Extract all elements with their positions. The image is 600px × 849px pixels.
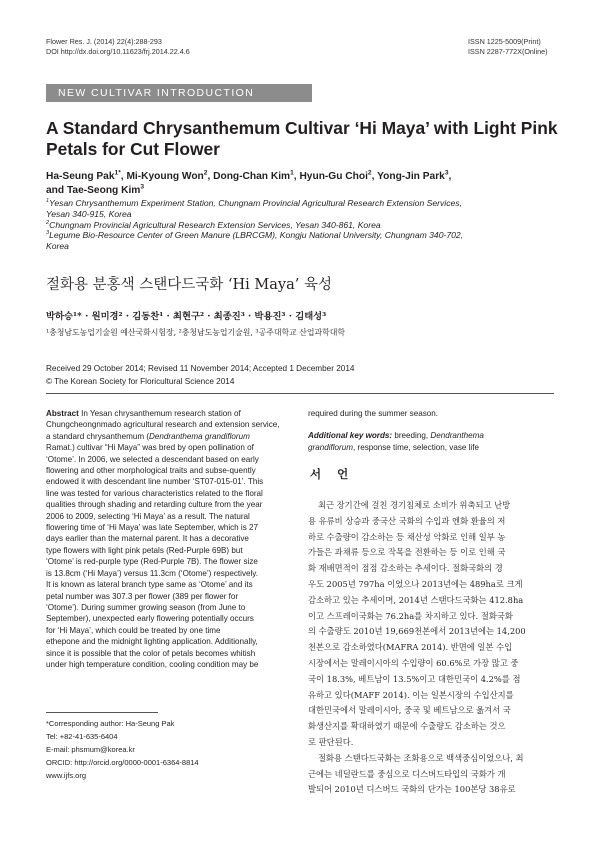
abstract-line: flowering and other morphological traits and subse-quently — [46, 466, 256, 476]
section-banner: NEW CULTIVAR INTRODUCTION — [46, 84, 312, 102]
divider — [46, 393, 554, 394]
species-name: Dendranthema grandiflorum — [149, 431, 250, 441]
abstract-line: qualities through shading and retarding culture from the year — [46, 500, 263, 510]
affiliation-2: Chungnam Provincial Agricultural Research Extension Services, Yesan 340-861, Korea — [49, 219, 381, 230]
korean-affiliations: ¹충청남도농업기술원 예산국화시험장, ²충청남도농업기술원, ³공주대학교 산업과학대학 — [46, 328, 345, 337]
intro-line: 하로 수출량이 감소하는 등 채산성 악화로 인해 일부 농 — [308, 531, 506, 542]
author-name: and Tae-Seong Kim — [46, 184, 141, 196]
received-dates: Received 29 October 2014; Revised 11 November 2014; Accepted 1 December 2014 — [46, 364, 355, 373]
korean-title: 절화용 분홍색 스탠다드국화 ‘Hi Maya’ 육성 — [46, 277, 332, 293]
introduction-heading: 서 언 — [310, 467, 355, 481]
footnote-divider — [46, 712, 158, 713]
species-name: grandiflorum — [308, 442, 353, 452]
intro-line: 국이 18.3%, 베트남이 13.5%이고 대한민국이 4.2%를 점 — [308, 673, 521, 684]
abstract-label: Abstract — [46, 409, 79, 418]
author-name: , Dong-Chan Kim — [207, 171, 291, 182]
article-dates — [46, 362, 354, 388]
footnote — [46, 717, 199, 782]
abstract-line: is 13.8cm (‘Hi Maya’) versus 11.3cm (‘Otome’) respectively. — [46, 568, 258, 578]
abstract-line: endowed it with descendant line number ‘ST07-015-01’. This — [46, 477, 264, 487]
corresponding-author: *Corresponding author: Ha-Seung Pak — [46, 719, 175, 728]
abstract-line: Ramat.) cultivar “Hi Maya” was bred by open pollination of — [46, 443, 254, 453]
title-line-1: A Standard Chrysanthemum Cultivar ‘Hi Maya’ with Light Pink — [46, 118, 558, 138]
intro-line: 천본으로 감소하였다(MAFRA 2014). 반면에 일본 수입 — [308, 642, 513, 653]
abstract-line: ethepone and the midnight lighting application. Additionally, — [46, 637, 258, 647]
abstract-line: Chungcheongnmado agricultural research and extension service, — [46, 420, 280, 430]
doi-link[interactable]: DOI http://dx.doi.org/10.11623/frj.2014.22.4.6 — [46, 47, 190, 56]
author-name: , Hyun-Gu Choi — [293, 171, 368, 182]
intro-line: 감소하고 있는 추세이며, 2014년 스탠다드국화는 412.8ha — [308, 594, 524, 605]
abstract-line: since it is possible that the color of petals becomes whitish — [46, 648, 256, 658]
issn-online: ISSN 2287-772X(Online) — [468, 47, 548, 56]
author-name: , Yong-Jin Park — [371, 171, 445, 182]
abstract-line: for ‘Hi Maya’, which could be treated by one time — [46, 625, 221, 635]
intro-line: 화생산지를 확대하였기 때문에 수출량도 감소하는 것으 — [308, 721, 506, 732]
author-sup: 3 — [140, 183, 145, 191]
abstract-line: a standard chrysanthemum ( — [46, 431, 150, 441]
intro-line: 가들은 과채류 등으로 작목을 전환하는 등 이로 인해 국 — [308, 547, 506, 558]
abstract-line: September), unexpected early flowering potentially occurs — [46, 614, 254, 624]
author-sup: 1* — [114, 169, 121, 177]
keywords-label: Additional key words: — [308, 431, 393, 441]
intro-line: 의 수출량도 2010년 19,669천본에서 2013년에는 14,200 — [308, 626, 526, 637]
affil-sup: 1 — [46, 198, 50, 205]
copyright-notice: © The Korean Society for Floricultural Science 2014 — [46, 377, 235, 386]
author-sup: 1 — [290, 169, 294, 177]
abstract-line: line was tested for various characteristics related to the floral — [46, 488, 263, 498]
journal-website[interactable]: www.ijfs.org — [46, 771, 87, 780]
author-email[interactable]: E-mail: phsmum@korea.kr — [46, 745, 135, 754]
abstract-line: ‘Otome’ is red-purple type (Red-Purple 7B). The flower size — [46, 557, 258, 567]
affiliation-1-cont: Yesan 340-915, Korea — [46, 208, 132, 219]
affiliation-1: Yesan Chrysanthemum Experiment Station, Chungnam Provincial Agricultural Research Extension Services, — [49, 198, 462, 208]
intro-line: 발되어 2010년 디스버드 국화의 단가는 100본당 38유로 — [308, 784, 516, 795]
species-name: Dendranthema — [430, 431, 484, 441]
abstract-line: type flowers with light pink petals (Red-Purple 69B) but — [46, 545, 243, 555]
intro-line: 최근 장기간에 걸친 경기침체로 소비가 위축되고 난방 — [318, 500, 511, 510]
affiliations — [46, 198, 566, 252]
intro-line: 시장에서는 말레이시아의 수입량이 60.6%로 가장 많고 중 — [308, 657, 519, 668]
intro-line: 용 유류비 상승과 중국산 국화의 수입과 엔화 환율의 저 — [308, 515, 506, 526]
abstract-line: ‘Otome’). During summer growing season (from June to — [46, 602, 246, 612]
intro-line: 절화용 스탠다드국화는 조화용으로 백색중심이었으나, 최 — [318, 752, 524, 763]
abstract-cont: required during the summer season. — [308, 409, 439, 418]
intro-line: 유하고 있다(MAFF 2014). 이는 일본시장의 수입산지를 — [308, 689, 514, 700]
abstract-line: petal number was 307.3 per flower (389 per flower for — [46, 591, 239, 601]
affiliation-3-cont: Korea — [46, 241, 69, 252]
introduction-body — [308, 498, 554, 798]
author-sup: 2 — [203, 169, 208, 177]
issn-print: ISSN 1225-5009(Print) — [468, 37, 541, 46]
abstract-line: under high temperature condition, cooling condition may be — [46, 659, 259, 669]
intro-line: 로 판단된다. — [308, 736, 354, 747]
intro-line: 화 재배면적이 점점 감소하는 추세이다. 절화국화의 경 — [308, 563, 503, 574]
abstract-line: It is known as lateral branch type same as ‘Otome’ and its — [46, 580, 253, 590]
keywords: , response time, selection, vase life — [353, 442, 479, 452]
keywords: breeding, — [392, 431, 431, 441]
author-name: , Mi-Kyoung Won — [120, 171, 204, 182]
intro-line: 우도 2005년 797ha 이었으나 2013년에는 489ha로 크게 — [308, 578, 523, 589]
affil-sup: 3 — [46, 230, 50, 237]
korean-authors: 박하승¹* · 원미경² · 김동찬¹ · 최현구² · 최종진³ · 박용진³ · 김태성³ — [46, 311, 327, 322]
affiliation-3: Legume Bio-Resource Center of Green Manure (LBRCGM), Kongju National University, Chungnam 340-702, — [49, 230, 464, 241]
abstract-line: ‘Otome’. In 2006, we selected a descendant based on early — [46, 454, 259, 464]
intro-line: 이고 스프레이국화는 76.2ha를 차지하고 있다. 절화국화 — [308, 610, 513, 621]
author-list — [46, 170, 566, 197]
author-orcid[interactable]: ORCID: http://orcid.org/0000-0001-6364-8814 — [46, 758, 199, 767]
abstract-line: days earlier than the maternal parent. It has a decorative — [46, 534, 249, 544]
journal-citation: Flower Res. J. (2014) 22(4):288-293 — [46, 37, 162, 46]
abstract-continued — [308, 408, 554, 453]
article-title — [46, 118, 558, 160]
title-line-2: Petals for Cut Flower — [46, 139, 220, 159]
author-name: Ha-Seung Pak — [46, 171, 115, 182]
author-sep: , — [448, 171, 452, 182]
affil-sup: 2 — [46, 219, 50, 226]
intro-line: 근에는 네덜란드를 중심으로 디스버드타입의 국화가 개 — [308, 768, 506, 779]
abstract-line: In Yesan chrysanthemum research station of — [81, 409, 241, 418]
author-sup: 3 — [444, 169, 449, 177]
abstract — [46, 408, 291, 670]
intro-line: 대한민국에서 말레이시아, 중국 및 베트남으로 옮겨서 국 — [308, 705, 511, 716]
author-phone: Tel: +82-41-635-6404 — [46, 732, 118, 741]
author-sup: 2 — [367, 169, 372, 177]
abstract-line: 2006 to 2009, selecting ‘Hi Maya’ as a result. The natural — [46, 511, 250, 521]
abstract-line: flowering time of ‘Hi Maya’ was late September, which is 27 — [46, 523, 259, 533]
